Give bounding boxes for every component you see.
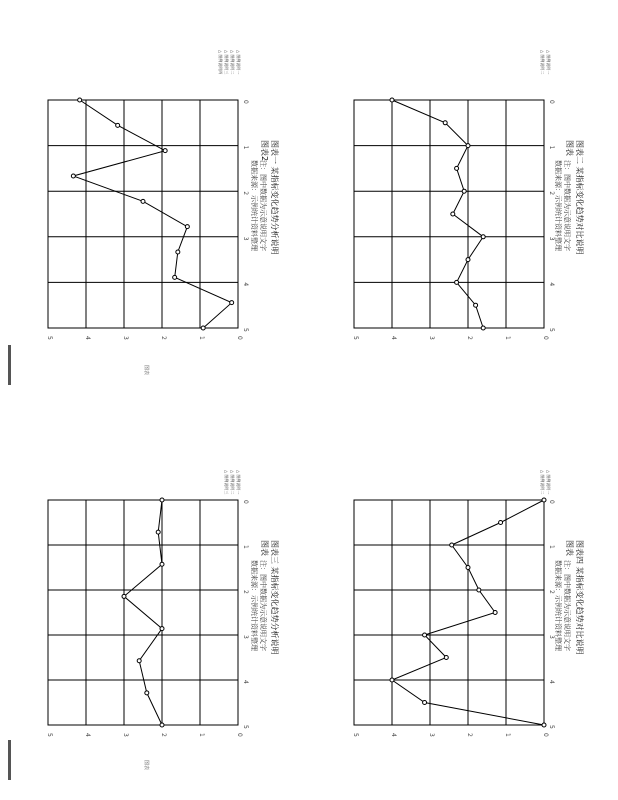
category-tick-label: 4 — [242, 282, 249, 287]
value-tick-label: 0 — [542, 336, 549, 340]
data-point — [542, 723, 546, 727]
value-tick-label: 1 — [504, 733, 511, 737]
chart-title: 图表二 某指标变化趋势对比说明 — [575, 140, 584, 255]
legend-entry: △ 图例说明二 — [230, 470, 235, 495]
legend-entry: △ 图例说明二 — [540, 470, 545, 495]
chart-caption-line: 注：图中数据为示意说明文字 — [563, 560, 571, 651]
category-tick-label: 4 — [242, 680, 249, 684]
value-tick-label: 0 — [542, 733, 549, 737]
category-tick-label: 2 — [548, 191, 555, 196]
value-tick-label: 1 — [198, 733, 205, 737]
legend-entry: △ 图例说明三 — [224, 470, 229, 495]
category-tick-label: 0 — [242, 500, 249, 504]
footer-label-top: 图表 — [143, 365, 149, 376]
data-point — [444, 656, 448, 660]
category-tick-label: 4 — [548, 282, 555, 287]
chart-subtitle: 图表 — [565, 140, 574, 156]
category-tick-label: 1 — [242, 145, 249, 150]
value-tick-label: 3 — [428, 336, 435, 340]
data-point — [466, 566, 470, 570]
legend-entry: △ 图例说明三 — [224, 50, 229, 75]
value-tick-label: 2 — [160, 733, 167, 737]
category-tick-label: 3 — [242, 635, 249, 639]
chart-subtitle: 图表2 — [260, 140, 269, 162]
category-tick-label: 1 — [548, 545, 555, 549]
legend-entry: △ 图例说明一 — [546, 470, 551, 495]
category-tick-label: 1 — [242, 545, 249, 549]
chart-subtitle: 图表 — [260, 540, 269, 556]
category-tick-label: 3 — [548, 635, 555, 639]
chart-title: 图表一 某指标变化趋势分析说明 — [270, 140, 279, 255]
data-point — [423, 633, 427, 637]
chart-title: 图表三 某指标变化趋势分析说明 — [270, 540, 279, 655]
value-tick-label: 5 — [352, 733, 359, 737]
data-point — [477, 588, 481, 592]
category-tick-label: 0 — [548, 500, 555, 504]
chart-caption-line: 注：图中数据为示意说明文字 — [259, 560, 267, 651]
chart-caption-line: 注：图中数据为示意说明文字 — [259, 160, 267, 251]
category-tick-label: 0 — [242, 100, 249, 104]
chart-subtitle: 图表 — [565, 540, 574, 556]
chart-caption-line: 数据来源：示例统计资料整理 — [554, 160, 562, 251]
value-tick-label: 3 — [428, 733, 435, 737]
legend-entry: △ 图例说明一 — [546, 50, 551, 75]
category-tick-label: 2 — [548, 590, 555, 594]
category-tick-label: 5 — [548, 725, 555, 729]
data-point — [542, 498, 546, 502]
value-tick-label: 5 — [46, 733, 53, 737]
value-tick-label: 0 — [236, 733, 243, 737]
data-point — [499, 521, 503, 525]
legend-entry: △ 图例说明四 — [218, 50, 223, 75]
category-tick-label: 5 — [242, 725, 249, 729]
category-tick-label: 3 — [548, 236, 555, 241]
value-tick-label: 1 — [198, 336, 205, 340]
data-point — [390, 678, 394, 682]
category-tick-label: 4 — [548, 680, 555, 684]
chart-title: 图表四 某指标变化趋势对比说明 — [575, 540, 584, 655]
legend-entry: △ 图例说明二 — [540, 50, 545, 75]
category-tick-label: 0 — [548, 100, 555, 104]
footer-label-bottom: 图表 — [143, 760, 149, 771]
chart-caption-line: 数据来源：示例统计资料整理 — [250, 560, 258, 651]
category-tick-label: 1 — [548, 145, 555, 150]
value-tick-label: 1 — [504, 336, 511, 340]
value-tick-label: 4 — [390, 336, 397, 340]
category-tick-label: 2 — [242, 590, 249, 594]
chart-caption-line: 注：图中数据为示意说明文字 — [563, 160, 571, 251]
data-point — [423, 701, 427, 705]
value-tick-label: 3 — [122, 733, 129, 737]
value-tick-label: 3 — [122, 336, 129, 340]
value-tick-label: 4 — [84, 733, 91, 737]
value-tick-label: 2 — [160, 336, 167, 340]
plot-frame — [354, 500, 544, 725]
category-tick-label: 5 — [242, 328, 249, 332]
data-point — [450, 543, 454, 547]
value-tick-label: 4 — [390, 733, 397, 737]
value-tick-label: 4 — [84, 336, 91, 340]
value-tick-label: 0 — [236, 336, 243, 340]
legend-entry: △ 图例说明一 — [236, 470, 241, 495]
category-tick-label: 5 — [548, 328, 555, 332]
chart-caption-line: 数据来源：示例统计资料整理 — [554, 560, 562, 651]
legend-entry: △ 图例说明二 — [230, 50, 235, 75]
category-tick-label: 2 — [242, 191, 249, 196]
chart-caption-line: 数据来源：示例统计资料整理 — [250, 160, 258, 251]
value-tick-label: 5 — [352, 336, 359, 340]
value-tick-label: 2 — [466, 336, 473, 340]
category-tick-label: 3 — [242, 236, 249, 241]
value-tick-label: 5 — [46, 336, 53, 340]
legend-entry: △ 图例说明一 — [236, 50, 241, 75]
data-point — [493, 611, 497, 615]
value-tick-label: 2 — [466, 733, 473, 737]
